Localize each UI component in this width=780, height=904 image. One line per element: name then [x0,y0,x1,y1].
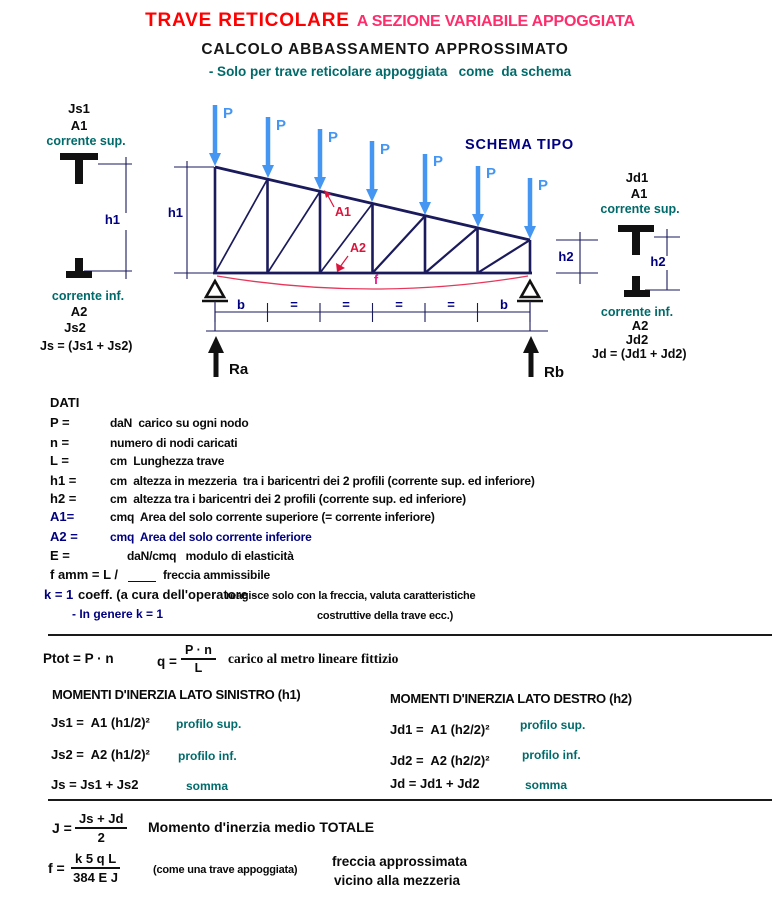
right-inertia-heading: MOMENTI D'INERZIA LATO DESTRO (h2) [390,691,632,706]
inertia-formula: Jd1 = A1 (h2/2)² [390,722,490,737]
section-divider [48,634,772,636]
inertia-note: profilo sup. [520,718,586,732]
title-sub: A SEZIONE VARIABILE APPOGGIATA [356,13,635,30]
chord-top-annotation-label: A1 [335,205,351,219]
dati-heading: DATI [50,395,80,410]
f-note: (come una trave appoggiata) [153,864,298,876]
page-subtitle: CALCOLO ABBASSAMENTO APPROSSIMATO [201,41,569,58]
q-numerator: P · n [181,643,216,660]
inertia-note: somma [186,779,229,793]
dati-desc: cmq Area del solo corrente inferiore [110,530,312,544]
dim-label: b [237,297,245,312]
f-caption-2: vicino alla mezzeria [334,873,461,888]
deflection-label: f [373,272,379,287]
chord-bottom-annotation-label: A2 [350,241,366,255]
load-label: P [433,153,444,170]
dati-desc: numero di nodi caricati [110,436,238,450]
dati-desc: cm altezza in mezzeria tra i baricentri dei 2 profili (corrente sup. ed inferiore) [110,474,535,488]
deflection-curve [217,276,528,289]
left-area-bottom-label: A2 [70,304,88,319]
inertia-formula: Js = Js1 + Js2 [51,777,139,792]
f-numerator: k 5 q L [71,851,120,869]
ptot-formula: Ptot = P · n [43,651,114,666]
j-numerator: Js + Jd [75,811,127,829]
k-coeff-note: reagisce solo con la freccia, valuta caratteristiche [226,590,476,602]
right-height-label: h2 [650,254,666,269]
left-j-top-label: Js1 [68,101,90,116]
j-formula-lhs: J = [52,820,72,836]
dati-sym: P = [50,415,70,430]
dati-desc: cm altezza tra i baricentri dei 2 profili (corrente sup. ed inferiore) [110,492,466,506]
dim-label: = [290,297,298,312]
dati-desc: freccia ammissibile [163,568,270,582]
t-section-bottom-icon [66,258,92,278]
left-area-top-label: A1 [70,118,88,133]
truss-schematic-diagram [0,0,780,392]
dim-label: b [500,297,508,312]
dati-desc: daN carico su ogni nodo [110,416,249,430]
schema-note: - Solo per trave reticolare appoggiata come da schema [208,64,572,79]
k-genere-note: - In genere k = 1 [72,607,164,621]
j-fraction [75,811,127,845]
j-caption: Momento d'inerzia medio TOTALE [148,819,375,835]
load-label: P [276,117,287,134]
right-area-top-label: A1 [630,186,648,201]
dati-sym: h2 = [50,491,77,506]
right-j-bottom-label: Jd2 [625,332,649,347]
dati-sym: E = [50,548,70,563]
dati-sym: A1= [50,509,75,524]
dati-sym: L = [50,453,69,468]
dati-desc: daN/cmq modulo di elasticità [127,549,294,563]
dati-sym: h1 = [50,473,77,488]
j-denominator: 2 [97,830,105,845]
right-chord-bottom-label: corrente inf. [600,305,674,319]
load-label: P [486,165,497,182]
load-label: P [538,177,549,194]
load-label: P [223,105,234,122]
q-denominator: L [194,661,203,675]
inertia-note: profilo sup. [176,717,242,731]
panel-dimension-lines [206,301,548,331]
reaction-right-label: Rb [544,364,564,381]
right-section-legend [592,170,686,361]
dim-label: = [395,297,403,312]
truss-h1-dimension [174,161,214,279]
dati-desc: cmq Area del solo corrente superiore (= corrente inferiore) [110,510,435,524]
left-j-bottom-label: Js2 [64,320,86,335]
k-coeff-sym: k = 1 [44,587,74,602]
load-label: P [328,129,339,146]
t-section-top-icon [618,225,654,255]
right-sum-label: Jd = (Jd1 + Jd2) [592,347,687,361]
inertia-note: somma [525,778,568,792]
left-chord-top-label: corrente sup. [46,134,126,148]
k-coeff-main: coeff. (a cura dell'operatore - [78,587,256,602]
left-height-label: h1 [104,212,120,227]
title-main: TRAVE RETICOLARE [145,10,350,31]
right-area-bottom-label: A2 [631,318,649,333]
dati-sym: f amm = L / [50,567,119,582]
dim-label: = [447,297,455,312]
q-formula-lhs: q = [157,654,177,669]
famm-blank-line [128,580,156,582]
left-inertia-heading: MOMENTI D'INERZIA LATO SINISTRO (h1) [52,687,301,702]
t-section-top-icon [60,153,98,184]
inertia-note: profilo inf. [522,748,581,762]
inertia-formula: Jd2 = A2 (h2/2)² [390,753,490,768]
reaction-left-label: Ra [229,361,249,378]
truss-h2-label: h2 [558,249,574,264]
inertia-note: profilo inf. [178,749,237,763]
dati-desc: cm Lunghezza trave [110,454,225,468]
inertia-formula: Jd = Jd1 + Jd2 [390,776,480,791]
inertia-formula: Js2 = A2 (h1/2)² [51,747,150,762]
q-fraction [181,643,216,675]
truss-h1-label: h1 [167,205,183,220]
f-formula-lhs: f = [48,860,65,876]
dati-sym: n = [50,435,70,450]
dati-sym: A2 = [50,529,78,544]
support-left-icon [202,281,228,301]
section-divider [48,799,772,801]
inertia-formula: Js1 = A1 (h1/2)² [51,715,150,730]
f-denominator: 384 E J [73,870,118,885]
dim-label: = [342,297,350,312]
left-sum-label: Js = (Js1 + Js2) [40,339,133,353]
reaction-left-arrow [208,336,224,377]
schema-tipo-label: SCHEMA TIPO [465,137,574,153]
left-chord-bottom-label: corrente inf. [51,289,125,303]
f-fraction [71,851,120,885]
left-section-legend [40,101,132,353]
f-caption-1: freccia approssimata [332,854,468,869]
load-label: P [380,141,391,158]
q-caption: carico al metro lineare fittizio [228,651,399,666]
k-coeff-note2: costruttive della trave ecc.) [317,610,454,622]
support-right-icon [517,281,543,301]
right-j-top-label: Jd1 [625,170,649,185]
t-section-bottom-icon [624,276,650,297]
reaction-right-arrow [523,336,539,377]
right-chord-top-label: corrente sup. [600,202,680,216]
